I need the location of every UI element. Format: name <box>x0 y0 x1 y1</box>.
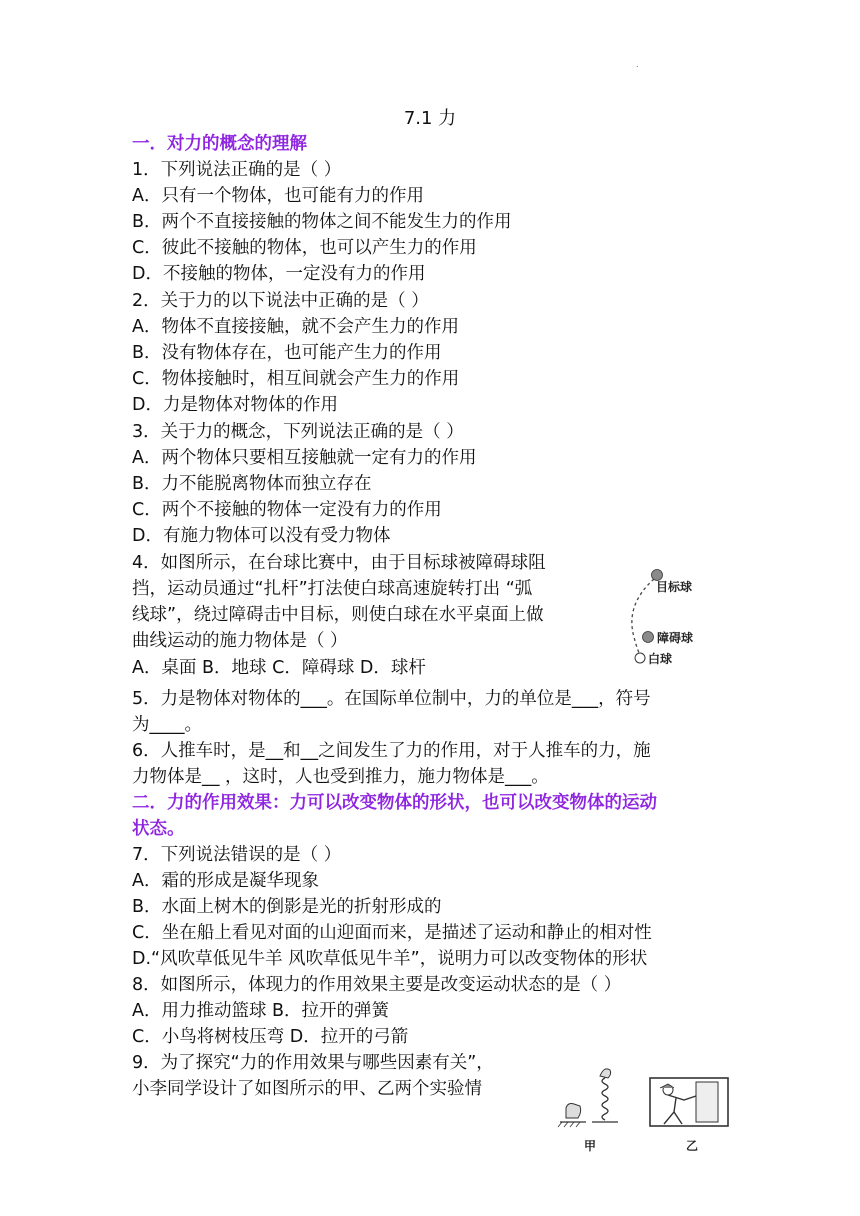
target-ball-label: 目标球 <box>656 580 693 594</box>
q8-stem: 8．如图所示，体现力的作用效果主要是改变运动状态的是（ ） <box>132 975 622 995</box>
q7-option-a: A．霜的形成是凝华现象 <box>132 871 319 891</box>
q8-options-ab: A．用力推动篮球 B．拉开的弹簧 <box>132 1001 390 1021</box>
q4-line-2: 挡，运动员通过“扎杆”打法使白球高速旋转打出 “弧 <box>132 579 533 599</box>
q3-option-d: D．有施力物体可以没有受力物体 <box>132 526 391 546</box>
target-ball-icon <box>652 570 663 581</box>
obstacle-ball-label: 障碍球 <box>657 631 694 645</box>
q3-stem: 3．关于力的概念，下列说法正确的是（ ） <box>132 422 464 442</box>
q2-stem: 2．关于力的以下说法中正确的是（ ） <box>132 291 429 311</box>
white-ball-icon <box>635 653 645 663</box>
q7-stem: 7．下列说法错误的是（ ） <box>132 845 342 865</box>
q6-line-2: 力物体是__ ，这时，人也受到推力，施力物体是___。 <box>132 767 549 787</box>
q3-option-a: A．两个物体只要相互接触就一定有力的作用 <box>132 448 477 468</box>
q1-option-b: B．两个不直接接触的物体之间不能发生力的作用 <box>132 212 512 232</box>
q9-line-2: 小李同学设计了如图所示的甲、乙两个实验情 <box>132 1079 482 1099</box>
q2-option-c: C．物体接触时，相互间就会产生力的作用 <box>132 369 460 389</box>
q1-option-c: C．彼此不接触的物体，也可以产生力的作用 <box>132 238 477 258</box>
section-1-heading: 一．对力的概念的理解 <box>132 134 307 154</box>
experiment-yi-label: 乙 <box>686 1139 699 1153</box>
q2-option-d: D．力是物体对物体的作用 <box>132 395 338 415</box>
q6-line-1: 6．人推车时，是__和__之间发生了力的作用，对于人推车的力，施 <box>132 741 651 761</box>
q4-line-4: 曲线运动的施力物体是（ ） <box>132 631 348 651</box>
experiment-figure <box>556 1062 736 1158</box>
q8-options-cd: C．小鸟将树枝压弯 D．拉开的弓箭 <box>132 1027 409 1047</box>
q7-option-d: D.“风吹草低见牛羊 风吹草低见牛羊”，说明力可以改变物体的形状 <box>132 949 648 969</box>
q3-option-b: B．力不能脱离物体而独立存在 <box>132 474 372 494</box>
q1-stem: 1．下列说法正确的是（ ） <box>132 160 342 180</box>
q4-line-3: 线球”，绕过障碍击中目标，则使白球在水平桌面上做 <box>132 605 544 625</box>
q4-options: A．桌面 B．地球 C．障碍球 D．球杆 <box>132 658 426 678</box>
experiment-jia-label: 甲 <box>584 1139 597 1153</box>
q1-option-a: A．只有一个物体，也可能有力的作用 <box>132 186 424 206</box>
q5-line-1: 5．力是物体对物体的___。在国际单位制中，力的单位是___，符号 <box>132 689 651 709</box>
q2-option-a: A．物体不直接接触，就不会产生力的作用 <box>132 317 459 337</box>
obstacle-ball-icon <box>643 632 654 643</box>
experiment-jia-illustration <box>558 1069 618 1127</box>
page-title: 7.1 力 <box>403 108 457 129</box>
header-mark: . <box>636 60 639 69</box>
section-2-heading-line-1: 二．力的作用效果：力可以改变物体的形状，也可以改变物体的运动 <box>132 793 657 813</box>
q1-option-d: D．不接触的物体，一定没有力的作用 <box>132 264 426 284</box>
experiment-yi-illustration <box>650 1078 728 1126</box>
q4-line-1: 4．如图所示，在台球比赛中，由于目标球被障碍球阻 <box>132 553 546 573</box>
white-ball-label: 白球 <box>648 652 673 666</box>
billiards-figure <box>620 555 710 670</box>
q3-option-c: C．两个不接触的物体一定没有力的作用 <box>132 500 442 520</box>
q7-option-b: B．水面上树木的倒影是光的折射形成的 <box>132 897 442 917</box>
section-2-heading-line-2: 状态。 <box>132 819 185 839</box>
q5-line-2: 为____。 <box>132 715 202 735</box>
curve-path <box>632 579 654 655</box>
q2-option-b: B．没有物体存在，也可能产生力的作用 <box>132 343 442 363</box>
q7-option-c: C．坐在船上看见对面的山迎面而来，是描述了运动和静止的相对性 <box>132 923 652 943</box>
q9-line-1: 9．为了探究“力的作用效果与哪些因素有关”， <box>132 1053 494 1073</box>
